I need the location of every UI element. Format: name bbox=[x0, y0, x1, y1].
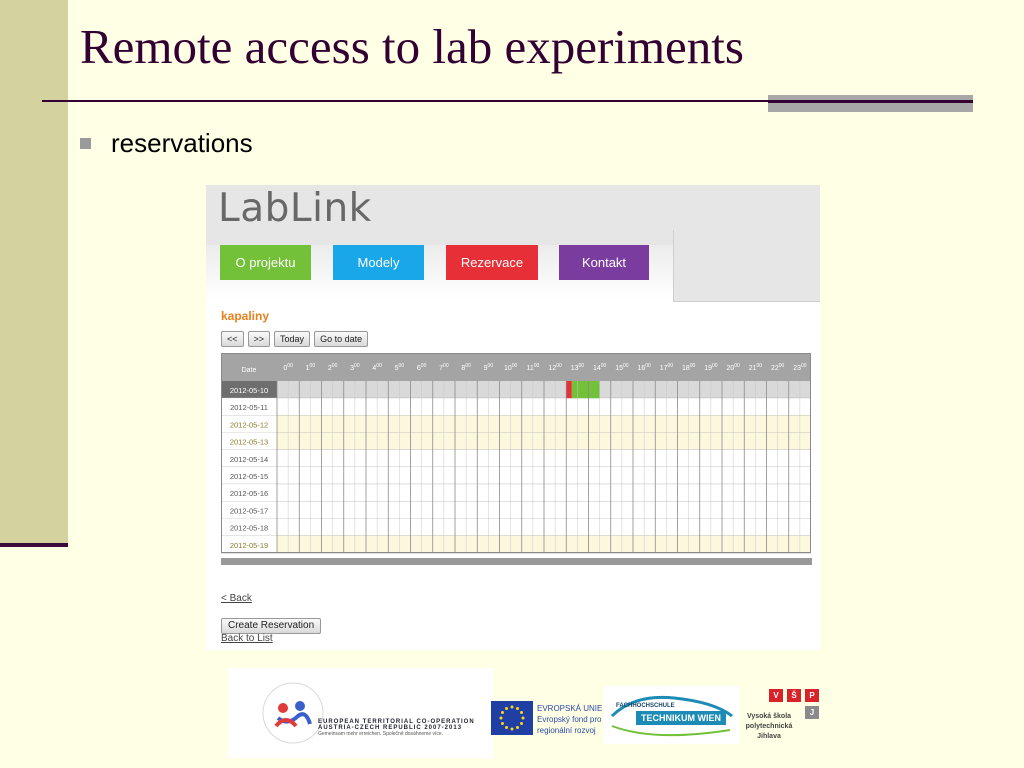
grid-row bbox=[221, 398, 811, 415]
hour-label: $2^{00}$ bbox=[327, 363, 338, 372]
hour-label: $23^{00}$ bbox=[793, 363, 807, 372]
fh-top-text: FACHHOCHSCHULE bbox=[616, 703, 675, 709]
next-button[interactable]: >> bbox=[248, 331, 271, 347]
hour-label: $14^{00}$ bbox=[592, 363, 607, 372]
slide-title: Remote access to lab experiments bbox=[80, 19, 744, 74]
grid-row bbox=[221, 415, 811, 432]
nav-right-panel bbox=[673, 230, 820, 302]
date-label: 2012-05-15 bbox=[229, 472, 269, 481]
date-label: 2012-05-16 bbox=[229, 489, 269, 499]
grid-row bbox=[221, 484, 811, 501]
vspj-line-3: Jihlava bbox=[757, 733, 781, 740]
eu-star-icon bbox=[505, 707, 508, 710]
coop-line-1: EUROPEAN TERRITORIAL CO-OPERATION bbox=[318, 719, 475, 725]
date-label: 2012-05-10 bbox=[229, 386, 269, 395]
title-rule-accent-line bbox=[768, 100, 973, 103]
left-decor-bar bbox=[0, 0, 68, 545]
coop-logo-panel bbox=[228, 668, 493, 758]
eu-stars-icon bbox=[491, 701, 533, 735]
hour-label: $15^{00}$ bbox=[615, 363, 629, 372]
back-link[interactable]: < Back bbox=[221, 593, 252, 604]
hour-label: $19^{00}$ bbox=[704, 363, 718, 372]
vspj-letter: Š bbox=[787, 689, 801, 702]
grid-row bbox=[221, 467, 811, 484]
coop-logo-icon bbox=[248, 668, 338, 758]
date-label: 2012-05-17 bbox=[229, 506, 269, 516]
booked-slot bbox=[572, 381, 600, 398]
eu-star-icon bbox=[501, 722, 504, 725]
bullet-square-icon bbox=[80, 138, 91, 149]
hour-label: $21^{00}$ bbox=[748, 363, 763, 372]
prev-button[interactable]: << bbox=[221, 331, 244, 347]
title-rule-accent bbox=[768, 95, 973, 112]
tab-o-projektu[interactable]: O projektu bbox=[220, 245, 311, 280]
date-label: 2012-05-18 bbox=[229, 523, 269, 533]
tab-kontakt[interactable]: Kontakt bbox=[559, 245, 649, 280]
lablink-screenshot bbox=[206, 185, 820, 650]
date-label: 2012-05-14 bbox=[229, 454, 269, 464]
left-decor-line bbox=[0, 543, 68, 547]
grid-row bbox=[221, 381, 811, 398]
hour-label: $4^{00}$ bbox=[372, 363, 382, 372]
date-label: 2012-05-11 bbox=[230, 403, 268, 413]
grid-row bbox=[221, 536, 811, 553]
vspj-line-1: Vysoká škola bbox=[746, 713, 792, 720]
coop-line-2: AUSTRIA-CZECH REPUBLIC 2007-2013 bbox=[318, 725, 463, 731]
hour-label: $5^{00}$ bbox=[394, 363, 405, 372]
date-label: 2012-05-13 bbox=[229, 437, 269, 447]
eu-star-icon bbox=[516, 707, 519, 710]
hour-label: $3^{00}$ bbox=[350, 363, 360, 372]
hour-label: $0^{00}$ bbox=[283, 363, 293, 372]
eu-star-icon bbox=[520, 711, 523, 714]
experiment-title: kapaliny bbox=[221, 309, 270, 323]
create-reservation-button[interactable]: Create Reservation bbox=[221, 618, 321, 634]
hour-label: $10^{00}$ bbox=[503, 363, 518, 372]
eu-text bbox=[537, 703, 602, 736]
hour-label: $16^{00}$ bbox=[637, 363, 651, 372]
eu-line-3: regionální rozvoj bbox=[537, 726, 596, 735]
date-column-header: Date bbox=[241, 367, 257, 374]
hour-label: $17^{00}$ bbox=[659, 363, 674, 372]
lablink-logo: LabLink bbox=[218, 186, 372, 231]
date-label: 2012-05-12 bbox=[229, 420, 269, 430]
date-label: 2012-05-19 bbox=[229, 540, 269, 550]
grid-row bbox=[221, 450, 811, 467]
reservation-grid bbox=[221, 353, 811, 565]
hour-label: $20^{00}$ bbox=[726, 363, 740, 372]
coop-text bbox=[318, 719, 493, 737]
tab-modely[interactable]: Modely bbox=[333, 245, 424, 280]
vspj-letter: P bbox=[805, 689, 819, 702]
reserved-slot bbox=[566, 381, 572, 398]
grid-row bbox=[221, 433, 811, 450]
hour-label: $12^{00}$ bbox=[548, 363, 562, 372]
hour-label: $18^{00}$ bbox=[681, 363, 696, 372]
bullet-text: reservations bbox=[111, 128, 253, 158]
eu-line-2: Evropský fond pro bbox=[537, 715, 602, 724]
eu-star-icon bbox=[505, 726, 508, 729]
hour-label: $9^{00}$ bbox=[483, 363, 494, 372]
eu-star-icon bbox=[522, 717, 525, 720]
eu-star-icon bbox=[520, 722, 523, 725]
grid-row bbox=[221, 501, 811, 518]
hour-label: $7^{00}$ bbox=[439, 363, 449, 372]
bullet-item bbox=[80, 128, 253, 159]
eu-star-icon bbox=[516, 726, 519, 729]
vspj-letter: V bbox=[769, 689, 783, 702]
hour-label: $11^{00}$ bbox=[526, 363, 540, 372]
fh-name-text: TECHNIKUM WIEN bbox=[636, 711, 726, 725]
today-button[interactable]: Today bbox=[274, 331, 310, 347]
vspj-text bbox=[740, 712, 798, 742]
go-to-date-button[interactable]: Go to date bbox=[314, 331, 368, 347]
hour-label: $13^{00}$ bbox=[570, 363, 585, 372]
back-to-list-link[interactable]: Back to List bbox=[221, 633, 273, 644]
tab-rezervace[interactable]: Rezervace bbox=[446, 245, 538, 280]
grid-bottom-bar bbox=[221, 558, 812, 565]
eu-star-icon bbox=[511, 706, 514, 709]
coop-line-3: Gemeinsam mehr erreichen. Společně dosáhneme více. bbox=[318, 731, 444, 737]
hour-label: $1^{00}$ bbox=[305, 363, 316, 372]
eu-line-1: EVROPSKÁ UNIE bbox=[537, 704, 603, 713]
eu-star-icon bbox=[511, 728, 514, 731]
eu-star-icon bbox=[500, 717, 503, 720]
eu-star-icon bbox=[501, 711, 504, 714]
hour-label: $6^{00}$ bbox=[416, 363, 427, 372]
vspj-letter: J bbox=[805, 706, 819, 719]
grid-row bbox=[221, 519, 811, 536]
hour-label: $8^{00}$ bbox=[461, 363, 471, 372]
eu-flag-icon bbox=[491, 701, 533, 735]
vspj-line-2: polytechnická bbox=[745, 723, 793, 730]
calendar-controls bbox=[221, 331, 368, 347]
hour-label: $22^{00}$ bbox=[770, 363, 785, 372]
